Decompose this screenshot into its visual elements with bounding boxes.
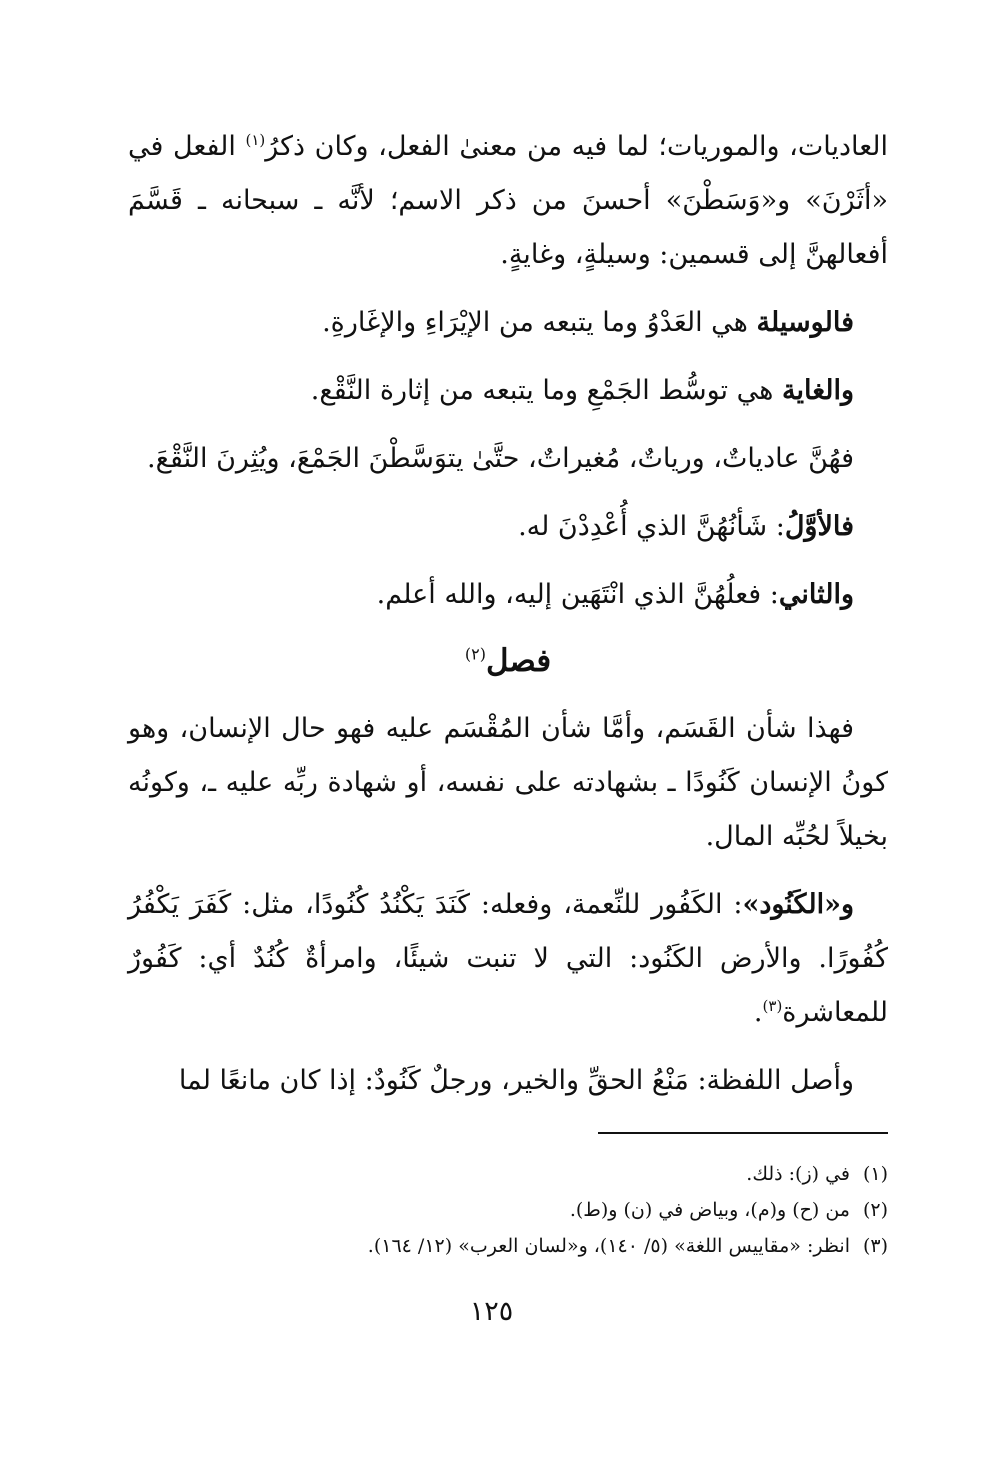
paragraph-1 — [128, 120, 888, 282]
paragraph-qasam — [128, 702, 888, 864]
paragraph-hunna — [128, 432, 888, 486]
paragraph-ghaya — [128, 364, 888, 418]
paragraph-qasam-text: فهذا شأن القَسَم، وأمَّا شأن المُقْسَم عليه فهو حال الإنسان، وهو كونُ الإنسان كَنُودًا ـ بشهادته على نفسه، أو شهادة ربِّه عليه ـ، وكونُه بخيلاً لحُبِّه المال. — [128, 713, 888, 852]
paragraph-kanud-lead: و«الكَنُود» — [742, 889, 854, 920]
footnote-ref-2[interactable]: (٢) — [464, 644, 486, 664]
section-heading-title: فصل — [485, 643, 552, 679]
footnote-1-number: (١) — [862, 1163, 888, 1185]
paragraph-hunna-text: فهُنَّ عادياتٌ، ورياتٌ، مُغيراتٌ، حتَّىٰ يتوَسَّطْنَ الجَمْعَ، ويُثِرنَ النَّقْعَ. — [147, 443, 854, 474]
footnote-3 — [128, 1228, 888, 1264]
paragraph-1-text-cont: الفعل في «أثَرْنَ» و«وَسَطْنَ» أحسنَ من ذكر الاسم؛ لأنَّه ـ سبحانه ـ قَسَّمَ أفعالهنَّ إلى قسمين: وسيلةٍ، وغايةٍ. — [128, 131, 888, 270]
paragraph-asl-text: وأصل اللفظة: مَنْعُ الحقِّ والخير، ورجلٌ كَنُودٌ: إذا كان مانعًا لما — [178, 1065, 854, 1096]
paragraph-awwal-lead: فالأوَّلُ — [784, 511, 854, 542]
section-heading — [128, 634, 888, 688]
paragraph-thani-lead: والثاني — [778, 579, 854, 610]
paragraph-wasila-text: هي العَدْوُ وما يتبعه من الإيْرَاءِ والإغَارةِ. — [322, 307, 757, 338]
paragraph-thani-text: : فعلُهُنَّ الذي انْتَهَين إليه، والله أعلم. — [376, 579, 779, 610]
footnote-1-text: في (ز): ذلك. — [746, 1163, 850, 1185]
page-body — [128, 120, 888, 1122]
page-number: ١٢٥ — [469, 1296, 514, 1327]
paragraph-wasila-lead: فالوسيلة — [756, 307, 854, 338]
footnote-3-text: انظر: «مقاييس اللغة» (٥/ ١٤٠)، و«لسان العرب» (١٢/ ١٦٤). — [367, 1235, 850, 1257]
paragraph-thani — [128, 568, 888, 622]
paragraph-wasila — [128, 296, 888, 350]
footnote-3-number: (٣) — [862, 1235, 888, 1257]
footnote-2-number: (٢) — [862, 1199, 888, 1221]
footnote-divider — [598, 1132, 888, 1134]
paragraph-kanud-text-cont: . — [753, 997, 763, 1028]
paragraph-kanud — [128, 878, 888, 1040]
paragraph-1-text: العاديات، والموريات؛ لما فيه من معنىٰ الفعل، وكان ذكرُ — [265, 131, 889, 162]
footnotes — [128, 1156, 888, 1264]
footnote-ref-3[interactable]: (٣) — [762, 997, 783, 1015]
footnote-ref-1[interactable]: (١) — [245, 131, 266, 149]
footnote-2 — [128, 1192, 888, 1228]
paragraph-awwal-text: : شَأنُهُنَّ الذي أُعْدِدْنَ له. — [518, 511, 785, 542]
paragraph-kanud-text: : الكَفُور للنِّعمة، وفعله: كَنَدَ يَكْنُدُ كُنُودًا، مثل: كَفَرَ يَكْفُرُ كُفُورًا. والأرض الكَنُود: التي لا تنبت شيئًا، وامرأةٌ كُنُدٌ أي: كَفُورٌ للمعاشرة — [128, 889, 888, 1028]
paragraph-awwal — [128, 500, 888, 554]
paragraph-ghaya-text: هي توسُّط الجَمْعِ وما يتبعه من إثارة النَّقْع. — [310, 375, 782, 406]
footnote-2-text: من (ح) و(م)، وبياض في (ن) و(ط). — [569, 1199, 850, 1221]
paragraph-asl — [128, 1054, 888, 1108]
paragraph-ghaya-lead: والغاية — [781, 375, 854, 406]
footnote-1 — [128, 1156, 888, 1192]
